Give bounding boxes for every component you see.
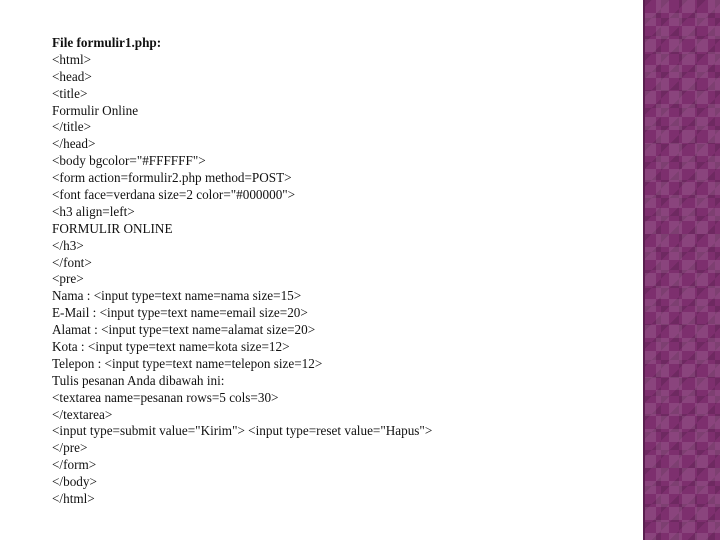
code-line: <body bgcolor="#FFFFFF"> (52, 153, 206, 169)
code-line: </body> (52, 474, 97, 490)
code-listing-title: File formulir1.php: (52, 35, 162, 50)
code-line: <textarea name=pesanan rows=5 cols=30> (52, 389, 279, 405)
code-line: <pre> (52, 271, 84, 287)
pattern-divider (643, 0, 645, 540)
code-line: <html> (52, 51, 92, 67)
code-line: </font> (52, 254, 92, 270)
code-line: <input type=submit value="Kirim"> <input type=reset value="Hapus"> (52, 423, 433, 439)
code-line: <font face=verdana size=2 color="#000000"> (52, 187, 296, 203)
code-line: Nama : <input type=text name=nama size=15> (52, 288, 302, 304)
code-line: <h3 align=left> (52, 203, 135, 219)
code-listing (52, 35, 632, 508)
code-line: </textarea> (52, 406, 113, 422)
code-line: </pre> (52, 440, 88, 456)
code-line: </html> (52, 491, 95, 507)
code-line: Alamat : <input type=text name=alamat size=20> (52, 322, 316, 338)
code-line: Formulir Online (52, 102, 139, 118)
code-line: <form action=formulir2.php method=POST> (52, 170, 292, 186)
code-line: <title> (52, 85, 88, 101)
code-line: </head> (52, 136, 96, 152)
code-line: Tulis pesanan Anda dibawah ini: (52, 372, 225, 388)
code-line: <head> (52, 68, 92, 84)
code-line: Kota : <input type=text name=kota size=12> (52, 339, 290, 355)
code-line: </title> (52, 119, 92, 135)
code-line: FORMULIR ONLINE (52, 220, 173, 236)
code-line: </form> (52, 457, 97, 473)
decorative-pattern-strip (643, 0, 720, 540)
code-line: </h3> (52, 237, 84, 253)
code-line: Telepon : <input type=text name=telepon size=12> (52, 355, 323, 371)
code-line: E-Mail : <input type=text name=email size=20> (52, 305, 308, 321)
